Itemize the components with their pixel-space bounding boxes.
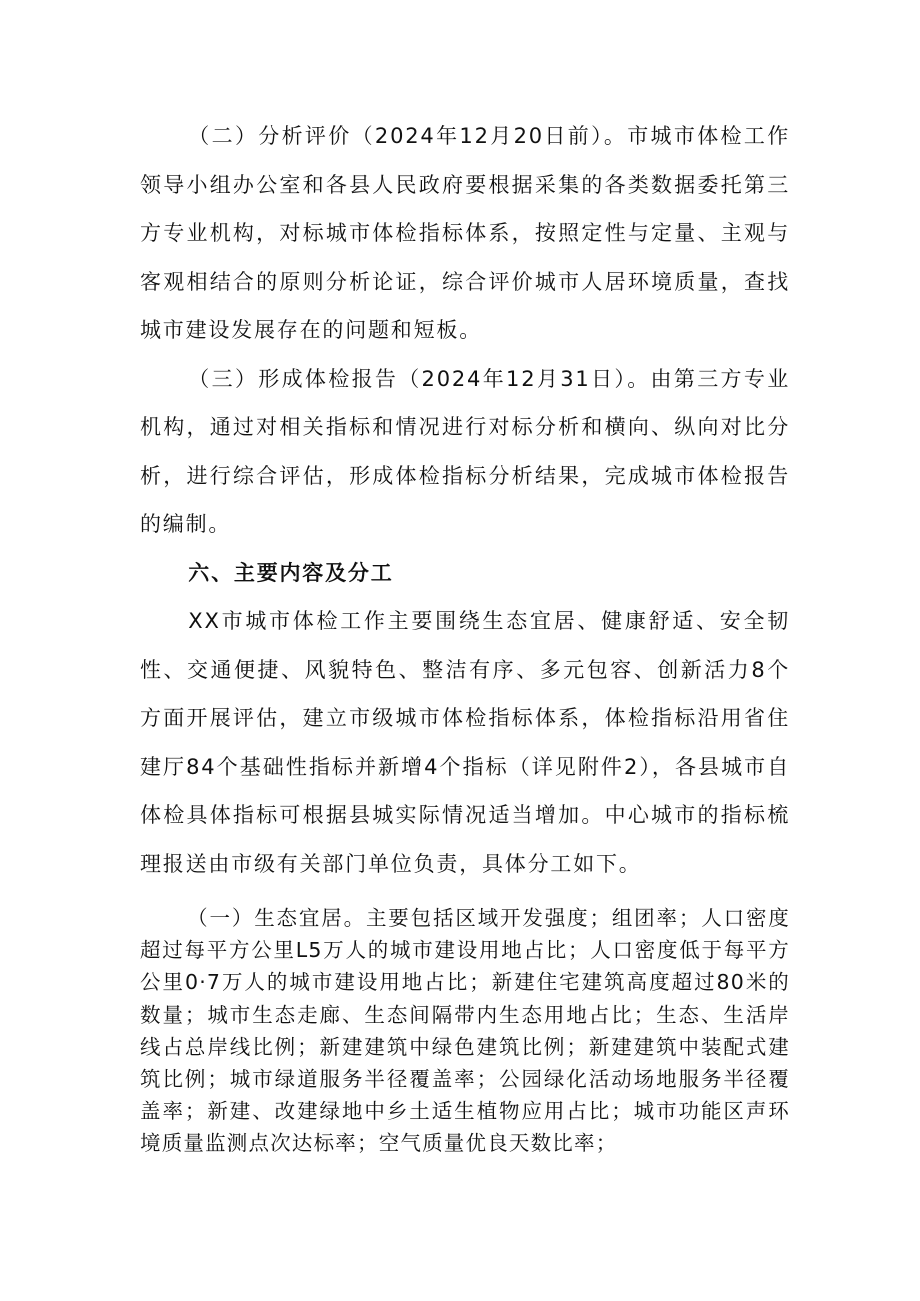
paragraph-analysis-evaluation: （二）分析评价（2024年12月20日前）。市城市体检工作领导小组办公室和各县人民政府要根据采集的各类数据委托第三方专业机构，对标城市体检指标体系，按照定性与定量、主观与客观相结合的原则分析论证，综合评价城市人居环境质量，查找城市建设发展存在的问题和短板。 (140, 124, 790, 342)
paragraph-form-report: （三）形成体检报告（2024年12月31日）。由第三方专业机构，通过对相关指标和情况进行对标分析和横向、纵向对比分析，进行综合评估，形成体检指标分析结果，完成城市体检报告的编制。 (140, 366, 790, 536)
section-heading-six: 六、主要内容及分工 (188, 560, 394, 585)
paragraph-ecological-livability: （一）生态宜居。主要包括区域开发强度；组团率；人口密度超过每平方公里L5万人的城市建设用地占比；人口密度低于每平方公里0·7万人的城市建设用地占比；新建住宅建筑高度超过80米的数量；城市生态走廊、生态间隔带内生态用地占比；生态、生活岸线占总岸线比例；新建建筑中绿色建筑比例；新建建筑中装配式建筑比例；城市绿道服务半径覆盖率；公园绿化活动场地服务半径覆盖率；新建、改建绿地中乡土适生植物应用占比；城市功能区声环境质量监测点次达标率；空气质量优良天数比率； (140, 906, 790, 1156)
document-body (140, 112, 790, 1160)
paragraph-main-content: XX市城市体检工作主要围绕生态宜居、健康舒适、安全韧性、交通便捷、风貌特色、整洁有序、多元包容、创新活力8个方面开展评估，建立市级城市体检指标体系，体检指标沿用省住建厅84个基础性指标并新增4个指标（详见附件2），各县城市自体检具体指标可根据县城实际情况适当增加。中心城市的指标梳理报送由市级有关部门单位负责，具体分工如下。 (140, 609, 790, 876)
